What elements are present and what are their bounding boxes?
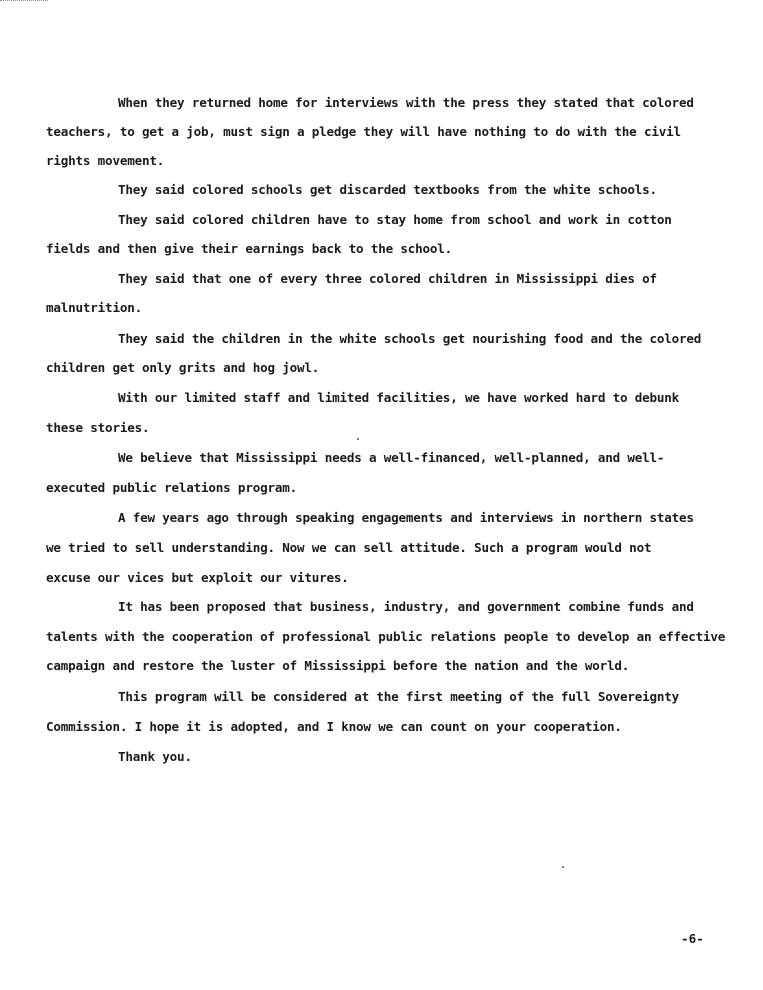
- text-line: executed public relations program.: [46, 480, 297, 495]
- text-line: They said colored schools get discarded textbooks from the white schools.: [118, 182, 657, 197]
- text-line: They said the children in the white schools get nourishing food and the colored: [118, 331, 702, 346]
- text-line: teachers, to get a job, must sign a pledge they will have nothing to do with the civil: [46, 124, 681, 139]
- text-line: children get only grits and hog jowl.: [46, 360, 320, 375]
- text-line: This program will be considered at the first meeting of the full Sovereignty: [118, 689, 680, 704]
- text-line: fields and then give their earnings back to the school.: [46, 241, 453, 256]
- text-line: we tried to sell understanding. Now we can sell attitude. Such a program would not: [46, 540, 652, 555]
- text-line: Commission. I hope it is adopted, and I know we can count on your cooperation.: [46, 719, 622, 734]
- scan-speck: [562, 866, 564, 868]
- scan-edge-mark: [0, 0, 48, 5]
- text-line: rights movement.: [46, 153, 165, 168]
- text-line: malnutrition.: [46, 300, 142, 315]
- text-line: It has been proposed that business, industry, and government combine funds and: [118, 599, 694, 614]
- text-line: When they returned home for interviews with the press they stated that colored: [118, 95, 694, 110]
- text-line: They said that one of every three colored children in Mississippi dies of: [118, 271, 657, 286]
- text-line: excuse our vices but exploit our vitures.: [46, 570, 349, 585]
- text-line: With our limited staff and limited facilities, we have worked hard to debunk: [118, 390, 680, 405]
- text-line: Thank you.: [118, 749, 192, 764]
- page-number: -6-: [681, 931, 704, 946]
- text-line: campaign and restore the luster of Mississippi before the nation and the world.: [46, 658, 630, 673]
- text-line: these stories.: [46, 420, 150, 435]
- text-line: talents with the cooperation of professional public relations people to develop an effective: [46, 629, 726, 644]
- text-line: They said colored children have to stay home from school and work in cotton: [118, 212, 672, 227]
- text-line: We believe that Mississippi needs a well-financed, well-planned, and well-: [118, 450, 665, 465]
- scan-speck: [357, 438, 359, 440]
- text-line: A few years ago through speaking engagements and interviews in northern states: [118, 510, 694, 525]
